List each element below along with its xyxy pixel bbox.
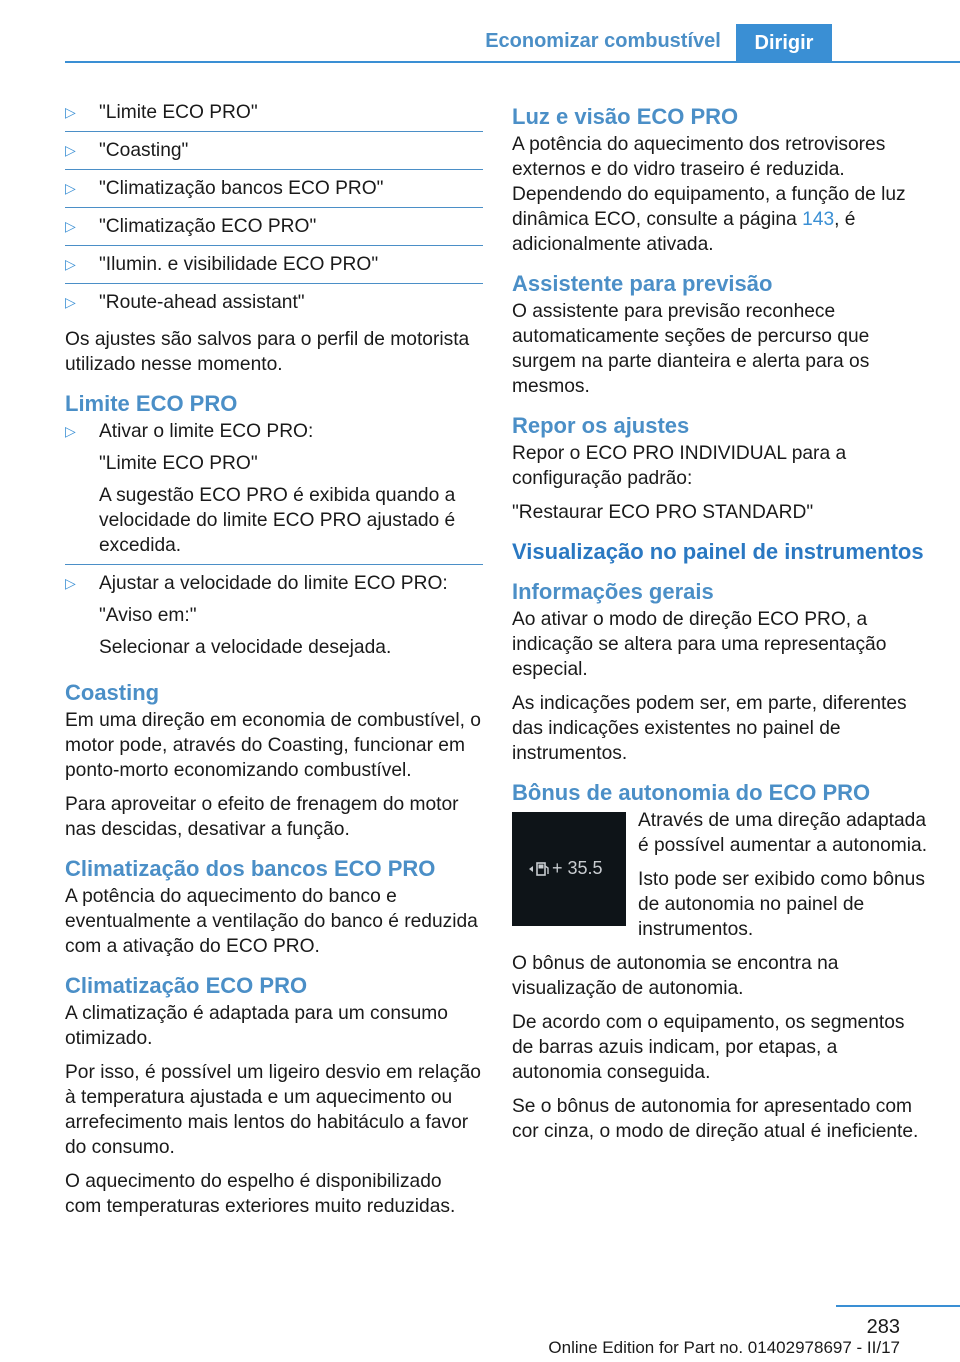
paragraph: Por isso, é possível um ligeiro desvio em relação à temperatura ajustada e um aquecimento ou arrefecimento mais lentos do habitáculo a favor do consumo. — [65, 1062, 481, 1158]
range-bonus-figure-block — [512, 808, 930, 942]
heading-general-info: Informações gerais — [512, 579, 714, 604]
paragraph: O assistente para previsão reconhece automaticamente seções de percurso que surgem na parte dianteira e alerta para os mesmos. — [512, 301, 870, 397]
range-bonus-value: + 35.5 — [552, 858, 603, 878]
list-item: ▷ "Climatização bancos ECO PRO" — [65, 176, 483, 208]
page-number: 283 — [866, 1316, 900, 1338]
heading-coasting: Coasting — [65, 680, 160, 705]
heading-limit-eco-pro: Limite ECO PRO — [65, 391, 238, 416]
paragraph: Isto pode ser exibido como bônus de autonomia no painel de instrumentos. — [638, 869, 925, 940]
triangle-bullet-icon: ▷ — [65, 256, 76, 272]
list-item: ▷ Ativar o limite ECO PRO: "Limite ECO PRO" A sugestão ECO PRO é exibida quando a velocidade do limite ECO PRO ajustado é excedida. — [65, 419, 483, 565]
heading-climate: Climatização ECO PRO — [65, 973, 308, 998]
paragraph: "Restaurar ECO PRO STANDARD" — [512, 502, 814, 523]
list-item: ▷ "Route-ahead assistant" — [65, 292, 305, 313]
heading-reset: Repor os ajustes — [512, 413, 690, 438]
page-link[interactable]: 143 — [802, 209, 835, 230]
paragraph: O bônus de autonomia se encontra na visualização de autonomia. — [512, 953, 839, 999]
footer-rule — [836, 1305, 960, 1307]
paragraph: Em uma direção em economia de combustível, o motor pode, através do Coasting, funcionar em ponto-morto economizando combustível. — [65, 710, 481, 781]
paragraph: Através de uma direção adaptada é possível aumentar a autonomia. — [638, 810, 928, 856]
heading-assistant: Assistente para previsão — [512, 271, 773, 296]
paragraph: Repor o ECO PRO INDIVIDUAL para a configuração padrão: — [512, 443, 847, 489]
paragraph: Se o bônus de autonomia for apresentado com cor cinza, o modo de direção atual é ineficiente. — [512, 1096, 919, 1142]
triangle-bullet-icon: ▷ — [65, 423, 76, 439]
heading-light-vision: Luz e visão ECO PRO — [512, 104, 739, 129]
triangle-bullet-icon: ▷ — [65, 104, 76, 120]
limit-steps — [65, 419, 483, 666]
page-header — [0, 0, 960, 62]
paragraph: A potência do aquecimento do banco e eventualmente a ventilação do banco é reduzida com a ativação do ECO PRO. — [65, 886, 478, 957]
triangle-bullet-icon: ▷ — [65, 294, 76, 310]
edition-footer: Online Edition for Part no. 01402978697 - II/17 — [548, 1338, 900, 1357]
header-rule — [65, 61, 960, 63]
header-section-title: Economizar combustível — [485, 30, 721, 52]
left-column — [65, 100, 483, 1228]
header-chapter-tab[interactable]: Dirigir — [736, 24, 832, 62]
menu-item-list — [65, 100, 483, 321]
paragraph: A potência do aquecimento dos retrovisores externos e do vidro traseiro é reduzida. Dependendo do equipamento, a função de luz dinâmica ECO, consulte a página 143, é adicionalmente ativada. — [512, 134, 906, 255]
range-bonus-display-image — [512, 812, 626, 926]
list-item: ▷ Ajustar a velocidade do limite ECO PRO: "Aviso em:" Selecionar a velocidade desejada. — [65, 573, 448, 658]
saved-settings-text: Os ajustes são salvos para o perfil de motorista utilizado nesse momento. — [65, 329, 470, 375]
list-item: ▷ "Limite ECO PRO" — [65, 100, 483, 132]
paragraph: De acordo com o equipamento, os segmentos de barras azuis indicam, por etapas, a autonomia conseguida. — [512, 1012, 905, 1083]
list-item: ▷ "Ilumin. e visibilidade ECO PRO" — [65, 252, 483, 284]
paragraph: A climatização é adaptada para um consumo otimizado. — [65, 1003, 448, 1049]
paragraph: As indicações podem ser, em parte, diferentes das indicações existentes no painel de instrumentos. — [512, 693, 907, 764]
right-column — [512, 104, 930, 1153]
triangle-bullet-icon: ▷ — [65, 218, 76, 234]
list-item: ▷ "Coasting" — [65, 138, 483, 170]
paragraph: Ao ativar o modo de direção ECO PRO, a indicação se altera para uma representação especial. — [512, 609, 887, 680]
heading-instrument-display: Visualização no painel de instrumentos — [512, 539, 924, 564]
fuel-range-icon — [528, 861, 550, 877]
heading-seat-climate: Climatização dos bancos ECO PRO — [65, 856, 436, 881]
triangle-bullet-icon: ▷ — [65, 142, 76, 158]
paragraph: Para aproveitar o efeito de frenagem do motor nas descidas, desativar a função. — [65, 794, 459, 840]
list-item: ▷ "Climatização ECO PRO" — [65, 214, 483, 246]
triangle-bullet-icon: ▷ — [65, 180, 76, 196]
paragraph: O aquecimento do espelho é disponibilizado com temperaturas exteriores muito reduzidas. — [65, 1171, 456, 1217]
triangle-bullet-icon: ▷ — [65, 575, 76, 591]
heading-range-bonus: Bônus de autonomia do ECO PRO — [512, 780, 871, 805]
